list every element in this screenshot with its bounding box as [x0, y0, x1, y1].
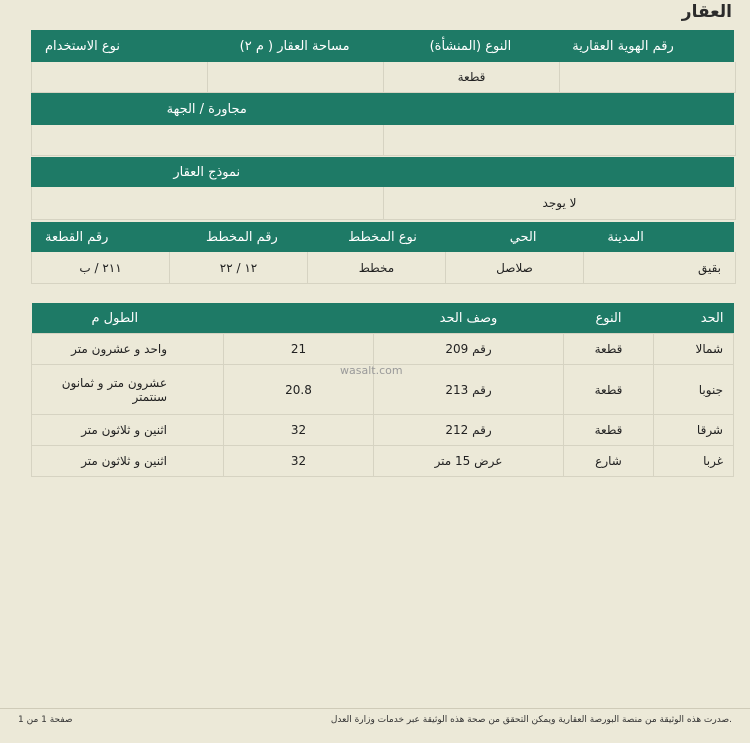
header-district: الحي: [509, 229, 537, 245]
boundary-description: رقم 212: [374, 415, 564, 446]
boundary-direction: غربا: [654, 446, 734, 477]
model-header: [31, 157, 734, 187]
type-value: قطعة: [383, 62, 559, 92]
plan-type-value: مخطط: [307, 252, 445, 283]
area-value: [207, 62, 383, 92]
boundary-type: قطعة: [564, 365, 654, 415]
header-city: المدينة: [607, 229, 644, 245]
property-info-row: [31, 62, 736, 93]
boundary-description: عرض 15 متر: [374, 446, 564, 477]
header-model: نموذج العقار: [173, 164, 241, 180]
header-property-id: رقم الهوية العقارية: [572, 38, 674, 54]
table-row: [32, 334, 734, 365]
footer: [0, 708, 750, 739]
neighbor-header: [31, 93, 734, 125]
boundary-length: 20.8: [224, 365, 374, 415]
boundary-length-text: عشرون متر و ثمانون سنتمتر: [32, 365, 224, 415]
watermark: wasalt.com: [340, 364, 403, 377]
header-boundary-desc: وصف الحد: [374, 303, 564, 334]
neighbor-value-right: [383, 125, 735, 155]
header-usage: نوع الاستخدام: [45, 38, 120, 54]
boundary-length-text: اثنين و ثلاثون متر: [32, 446, 224, 477]
header-length-number: [224, 303, 374, 334]
neighbor-value-left: [32, 125, 383, 155]
header-neighbor: مجاورة / الجهة: [166, 101, 247, 117]
header-length: الطول م: [32, 303, 224, 334]
boundaries-header-row: [32, 303, 734, 334]
plot-number-value: ٢١١ / ب: [79, 260, 122, 275]
model-row: [31, 187, 736, 220]
boundary-description: رقم 213: [374, 365, 564, 415]
boundary-type: قطعة: [564, 415, 654, 446]
boundary-length-text: اثنين و ثلاثون متر: [32, 415, 224, 446]
property-id-value: [559, 62, 735, 92]
plan-number-value: ١٢ / ٢٢: [169, 252, 307, 283]
model-value-right: لا يوجد: [383, 187, 735, 219]
header-boundary-type: النوع: [564, 303, 654, 334]
boundary-length-text: واحد و عشرون متر: [32, 334, 224, 365]
neighbor-row: [31, 125, 736, 156]
city-value: بقيق: [583, 252, 735, 283]
boundary-direction: شمالا: [654, 334, 734, 365]
header-boundary: الحد: [654, 303, 734, 334]
boundary-length: 21: [224, 334, 374, 365]
boundary-type: شارع: [564, 446, 654, 477]
boundary-direction: شرقا: [654, 415, 734, 446]
header-area: مساحة العقار ( م ٢): [239, 38, 350, 54]
location-header: [31, 222, 734, 252]
footer-note: صدرت هذه الوثيقة من منصة البورصة العقارية ويمكن التحقق من صحة هذه الوثيقة عبر خدمات وزارة العدل.: [330, 715, 732, 725]
usage-value: [32, 62, 207, 92]
header-plan-number: رقم المخطط: [206, 229, 278, 245]
boundary-length: 32: [224, 446, 374, 477]
header-plan-type: نوع المخطط: [348, 229, 417, 245]
page-number: صفحة 1 من 1: [18, 715, 73, 725]
boundaries-table: [31, 303, 734, 477]
model-value-left: [32, 187, 383, 219]
page-title: العقار: [681, 2, 732, 22]
boundary-length: 32: [224, 415, 374, 446]
property-info-header: [31, 30, 734, 62]
header-type: النوع (المنشأة): [429, 38, 512, 54]
header-plot-number: رقم القطعة: [45, 229, 109, 245]
boundary-description: رقم 209: [374, 334, 564, 365]
boundary-direction: جنوبا: [654, 365, 734, 415]
boundary-type: قطعة: [564, 334, 654, 365]
table-row: [32, 415, 734, 446]
location-row: [31, 252, 736, 284]
district-value: صلاصل: [445, 252, 583, 283]
table-row: [32, 446, 734, 477]
